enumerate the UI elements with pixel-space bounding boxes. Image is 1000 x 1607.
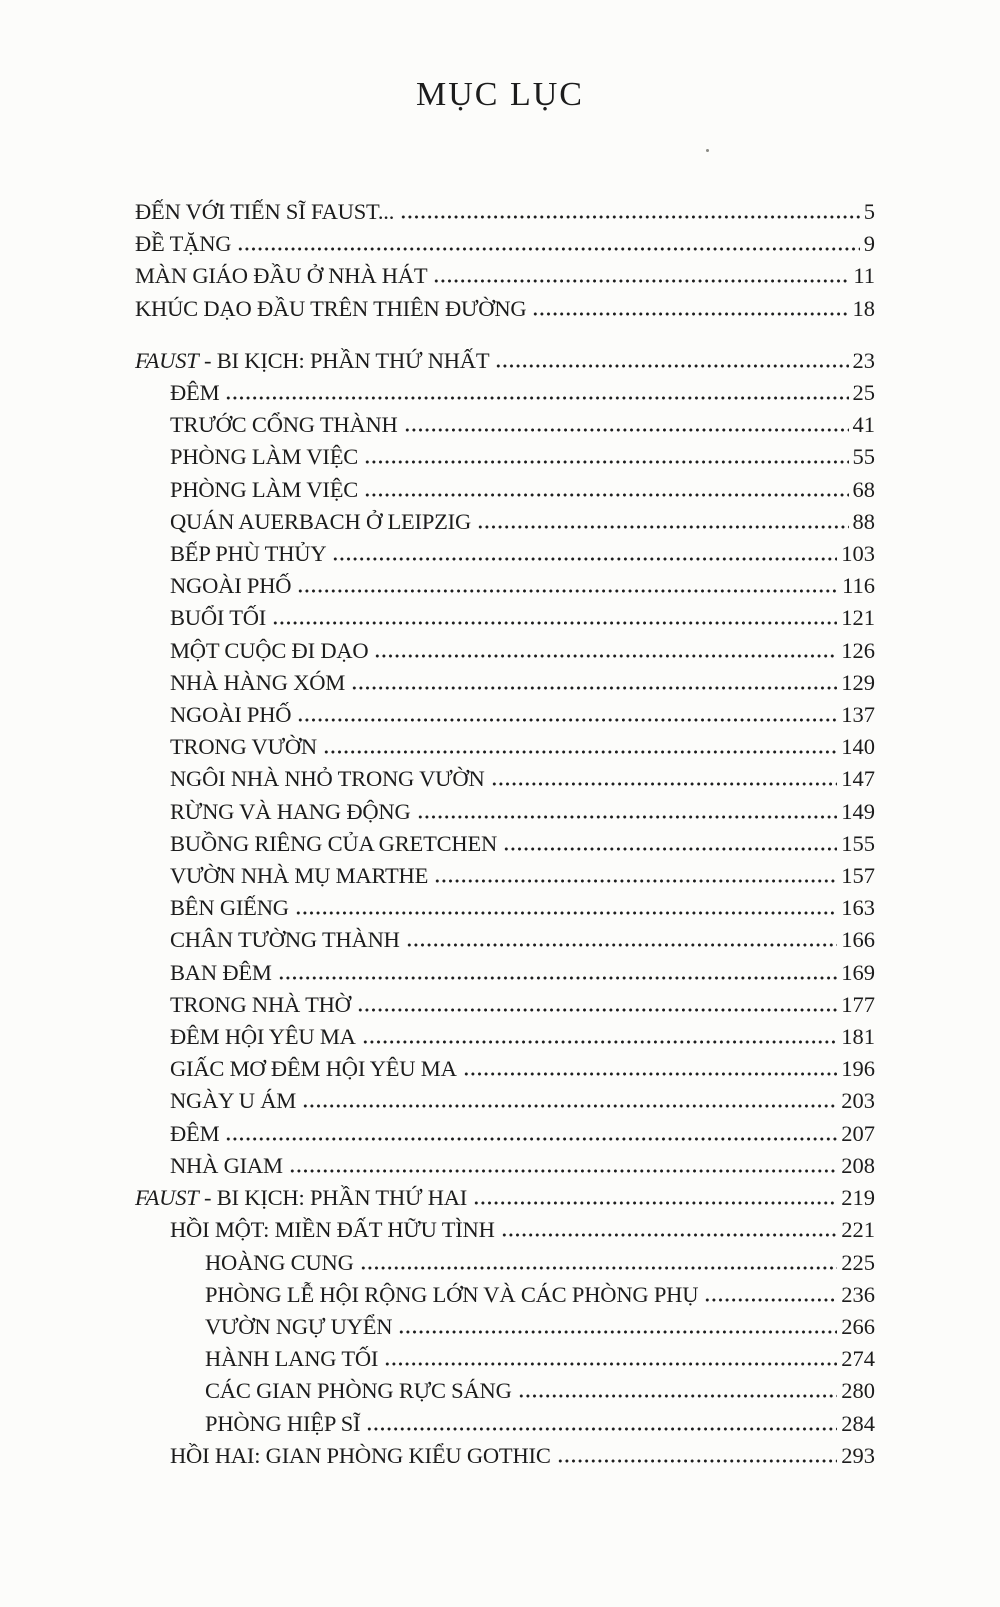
toc-entry bbox=[135, 260, 875, 292]
dot-leader bbox=[495, 364, 848, 368]
toc-entry-page: 103 bbox=[841, 541, 875, 567]
toc-entry-label: VƯỜN NHÀ MỤ MARTHE bbox=[170, 863, 429, 889]
dot-leader bbox=[364, 460, 848, 464]
dot-leader bbox=[366, 1427, 837, 1431]
toc-entry-label: HỒI HAI: GIAN PHÒNG KIỂU GOTHIC bbox=[170, 1442, 551, 1468]
page-title: MỤC LỤC bbox=[416, 76, 584, 113]
toc-entry-page: 116 bbox=[842, 573, 875, 599]
toc-entry-label: TRONG VƯỜN bbox=[170, 734, 317, 760]
toc-entry bbox=[135, 957, 875, 989]
toc-entry bbox=[135, 796, 875, 828]
dot-leader bbox=[433, 279, 849, 283]
dot-leader bbox=[297, 718, 837, 722]
dot-leader bbox=[351, 686, 837, 690]
toc-entry-label: TRONG NHÀ THỜ bbox=[170, 991, 351, 1017]
toc-entry bbox=[135, 635, 875, 667]
dot-leader bbox=[400, 215, 860, 219]
toc-entry bbox=[135, 506, 875, 538]
toc-entry bbox=[135, 1408, 875, 1440]
scanned-toc-page bbox=[0, 78, 1000, 1607]
toc-entry-page: 129 bbox=[841, 669, 875, 695]
toc-entry-label: BUỒNG RIÊNG CỦA GRETCHEN bbox=[170, 830, 498, 856]
toc-entry-label: BUỔI TỐI bbox=[170, 605, 267, 631]
toc-entry bbox=[135, 293, 875, 325]
toc-entry-page: 196 bbox=[841, 1056, 875, 1082]
toc-entry bbox=[135, 602, 875, 634]
toc-entry-label: ĐÊM HỘI YÊU MA bbox=[170, 1024, 356, 1050]
toc-entry bbox=[135, 1118, 875, 1150]
toc-entry-page: 203 bbox=[841, 1088, 875, 1114]
dot-leader bbox=[225, 396, 848, 400]
toc-entry bbox=[135, 1150, 875, 1182]
toc-entry bbox=[135, 228, 875, 260]
toc-entry-page: 166 bbox=[841, 927, 875, 953]
dot-leader bbox=[278, 976, 838, 980]
toc-entry-label: NGOÀI PHỐ bbox=[170, 702, 292, 728]
toc-entry-label: TRƯỚC CỔNG THÀNH bbox=[170, 412, 398, 438]
dot-leader bbox=[463, 1072, 838, 1076]
toc-entry bbox=[135, 570, 875, 602]
toc-entry-label: CÁC GIAN PHÒNG RỰC SÁNG bbox=[205, 1378, 512, 1404]
toc-entry bbox=[135, 1247, 875, 1279]
toc-entry bbox=[135, 1343, 875, 1375]
toc-entry bbox=[135, 196, 875, 228]
toc-entry-label: BẾP PHÙ THỦY bbox=[170, 541, 327, 567]
toc-entry-label: NGOÀI PHỐ bbox=[170, 573, 292, 599]
toc-entry bbox=[135, 1182, 875, 1214]
toc-entry-label: QUÁN AUERBACH Ở LEIPZIG bbox=[170, 508, 472, 534]
toc-entry-label: PHÒNG LỄ HỘI RỘNG LỚN VÀ CÁC PHÒNG PHỤ bbox=[205, 1281, 699, 1307]
toc-entry-page: 41 bbox=[852, 412, 875, 438]
toc-entry bbox=[135, 1053, 875, 1085]
toc-entry-page: 207 bbox=[841, 1120, 875, 1146]
toc-entry bbox=[135, 667, 875, 699]
toc-entry-page: 18 bbox=[852, 295, 875, 321]
dot-leader bbox=[360, 1266, 838, 1270]
toc-list bbox=[135, 196, 875, 1472]
toc-entry-label-italic: FAUST bbox=[135, 1185, 199, 1211]
toc-entry-label: PHÒNG HIỆP SĨ bbox=[205, 1410, 361, 1436]
toc-entry-page: 163 bbox=[841, 895, 875, 921]
toc-entry-page: 225 bbox=[841, 1249, 875, 1275]
dot-leader bbox=[297, 589, 838, 593]
toc-entry-page: 9 bbox=[863, 231, 875, 257]
toc-entry-page: 177 bbox=[841, 991, 875, 1017]
dot-leader bbox=[491, 782, 838, 786]
dot-leader bbox=[404, 428, 849, 432]
toc-entry-page: 121 bbox=[841, 605, 875, 631]
dot-leader bbox=[417, 815, 838, 819]
toc-entry-page: 155 bbox=[841, 830, 875, 856]
toc-entry-label: KHÚC DẠO ĐẦU TRÊN THIÊN ĐƯỜNG bbox=[135, 295, 527, 321]
toc-entry-label: BAN ĐÊM bbox=[170, 959, 272, 985]
toc-entry bbox=[135, 1279, 875, 1311]
toc-entry-label: NHÀ GIAM bbox=[170, 1152, 283, 1178]
toc-entry-page: 88 bbox=[852, 508, 875, 534]
toc-entry bbox=[135, 409, 875, 441]
dot-leader bbox=[357, 1008, 838, 1012]
toc-entry bbox=[135, 699, 875, 731]
toc-entry bbox=[135, 441, 875, 473]
toc-entry-page: 55 bbox=[852, 444, 875, 470]
toc-entry bbox=[135, 731, 875, 763]
dot-leader bbox=[237, 247, 859, 251]
toc-entry-label: NGÔI NHÀ NHỎ TRONG VƯỜN bbox=[170, 766, 485, 792]
dot-leader bbox=[518, 1394, 838, 1398]
dot-leader bbox=[398, 1330, 837, 1334]
toc-entry-page: 221 bbox=[841, 1217, 875, 1243]
toc-entry-label: VƯỜN NGỰ UYỂN bbox=[205, 1313, 393, 1339]
dot-leader bbox=[434, 879, 837, 883]
toc-entry bbox=[135, 1214, 875, 1246]
toc-entry bbox=[135, 1440, 875, 1472]
toc-entry bbox=[135, 345, 875, 377]
toc-entry-page: 284 bbox=[841, 1410, 875, 1436]
toc-entry-page: 11 bbox=[853, 263, 875, 289]
toc-entry bbox=[135, 763, 875, 795]
dot-leader bbox=[384, 1362, 837, 1366]
toc-entry-label: GIẤC MƠ ĐÊM HỘI YÊU MA bbox=[170, 1056, 457, 1082]
dot-leader bbox=[406, 943, 838, 947]
toc-entry-label: HOÀNG CUNG bbox=[205, 1249, 354, 1275]
toc-entry-label: ĐẾN VỚI TIẾN SĨ FAUST... bbox=[135, 199, 395, 224]
toc-entry-label: PHÒNG LÀM VIỆC bbox=[170, 444, 359, 470]
toc-entry-page: 140 bbox=[841, 734, 875, 760]
toc-entry-page: 266 bbox=[841, 1313, 875, 1339]
toc-entry-page: 23 bbox=[852, 347, 875, 373]
toc-entry bbox=[135, 474, 875, 506]
toc-entry-label: RỪNG VÀ HANG ĐỘNG bbox=[170, 798, 411, 824]
dot-leader bbox=[302, 1104, 837, 1108]
toc-entry bbox=[135, 828, 875, 860]
toc-entry-page: 293 bbox=[841, 1442, 875, 1468]
toc-entry-page: 219 bbox=[841, 1185, 875, 1211]
scan-speck bbox=[706, 149, 709, 152]
dot-leader bbox=[332, 557, 837, 561]
toc-entry-label: FAUST - BI KỊCH: PHẦN THỨ HAI bbox=[135, 1185, 468, 1211]
toc-entry-page: 208 bbox=[841, 1152, 875, 1178]
toc-entry-label: NGÀY U ÁM bbox=[170, 1088, 297, 1114]
dot-leader bbox=[364, 493, 848, 497]
toc-entry-label: MỘT CUỘC ĐI DẠO bbox=[170, 637, 369, 663]
toc-entry-label: ĐỀ TẶNG bbox=[135, 231, 232, 257]
dot-leader bbox=[289, 1169, 837, 1173]
dot-leader bbox=[503, 847, 837, 851]
toc-entry bbox=[135, 538, 875, 570]
toc-entry-page: 68 bbox=[852, 476, 875, 502]
dot-leader bbox=[295, 911, 837, 915]
dot-leader bbox=[532, 312, 848, 316]
toc-entry-page: 149 bbox=[841, 798, 875, 824]
dot-leader bbox=[501, 1233, 838, 1237]
toc-entry-label: ĐÊM bbox=[170, 1120, 220, 1146]
toc-entry-label: HÀNH LANG TỐI bbox=[205, 1346, 379, 1372]
toc-entry-page: 126 bbox=[841, 637, 875, 663]
toc-entry bbox=[135, 989, 875, 1021]
toc-entry bbox=[135, 377, 875, 409]
toc-entry-page: 157 bbox=[841, 863, 875, 889]
toc-entry-page: 236 bbox=[841, 1281, 875, 1307]
toc-entry-label: NHÀ HÀNG XÓM bbox=[170, 669, 346, 695]
toc-entry-page: 5 bbox=[863, 199, 875, 224]
toc-entry bbox=[135, 924, 875, 956]
toc-entry bbox=[135, 892, 875, 924]
dot-leader bbox=[323, 750, 837, 754]
toc-entry bbox=[135, 1021, 875, 1053]
dot-leader bbox=[477, 525, 848, 529]
dot-leader bbox=[374, 654, 837, 658]
toc-entry-label: FAUST - BI KỊCH: PHẦN THỨ NHẤT bbox=[135, 347, 490, 373]
toc-entry-label: BÊN GIẾNG bbox=[170, 895, 289, 921]
toc-entry-page: 25 bbox=[852, 380, 875, 406]
toc-entry-page: 274 bbox=[841, 1346, 875, 1372]
toc-entry-page: 147 bbox=[841, 766, 875, 792]
toc-entry bbox=[135, 860, 875, 892]
dot-leader bbox=[362, 1040, 838, 1044]
toc-entry-label: HỒI MỘT: MIỀN ĐẤT HỮU TÌNH bbox=[170, 1217, 495, 1243]
toc-entry bbox=[135, 1311, 875, 1343]
dot-leader bbox=[473, 1201, 837, 1205]
toc-entry bbox=[135, 1085, 875, 1117]
toc-entry-page: 181 bbox=[841, 1024, 875, 1050]
dot-leader bbox=[225, 1137, 837, 1141]
toc-entry-label: PHÒNG LÀM VIỆC bbox=[170, 476, 359, 502]
dot-leader bbox=[557, 1459, 838, 1463]
toc-entry-label: CHÂN TƯỜNG THÀNH bbox=[170, 927, 400, 953]
toc-entry-page: 169 bbox=[841, 959, 875, 985]
toc-entry bbox=[135, 1375, 875, 1407]
toc-entry-label: MÀN GIÁO ĐẦU Ở NHÀ HÁT bbox=[135, 263, 428, 289]
toc-entry-label-italic: FAUST bbox=[135, 347, 199, 373]
toc-entry-label: ĐÊM bbox=[170, 380, 220, 406]
dot-leader bbox=[704, 1298, 837, 1302]
toc-entry-page: 280 bbox=[841, 1378, 875, 1404]
dot-leader bbox=[272, 621, 837, 625]
toc-entry-page: 137 bbox=[841, 702, 875, 728]
